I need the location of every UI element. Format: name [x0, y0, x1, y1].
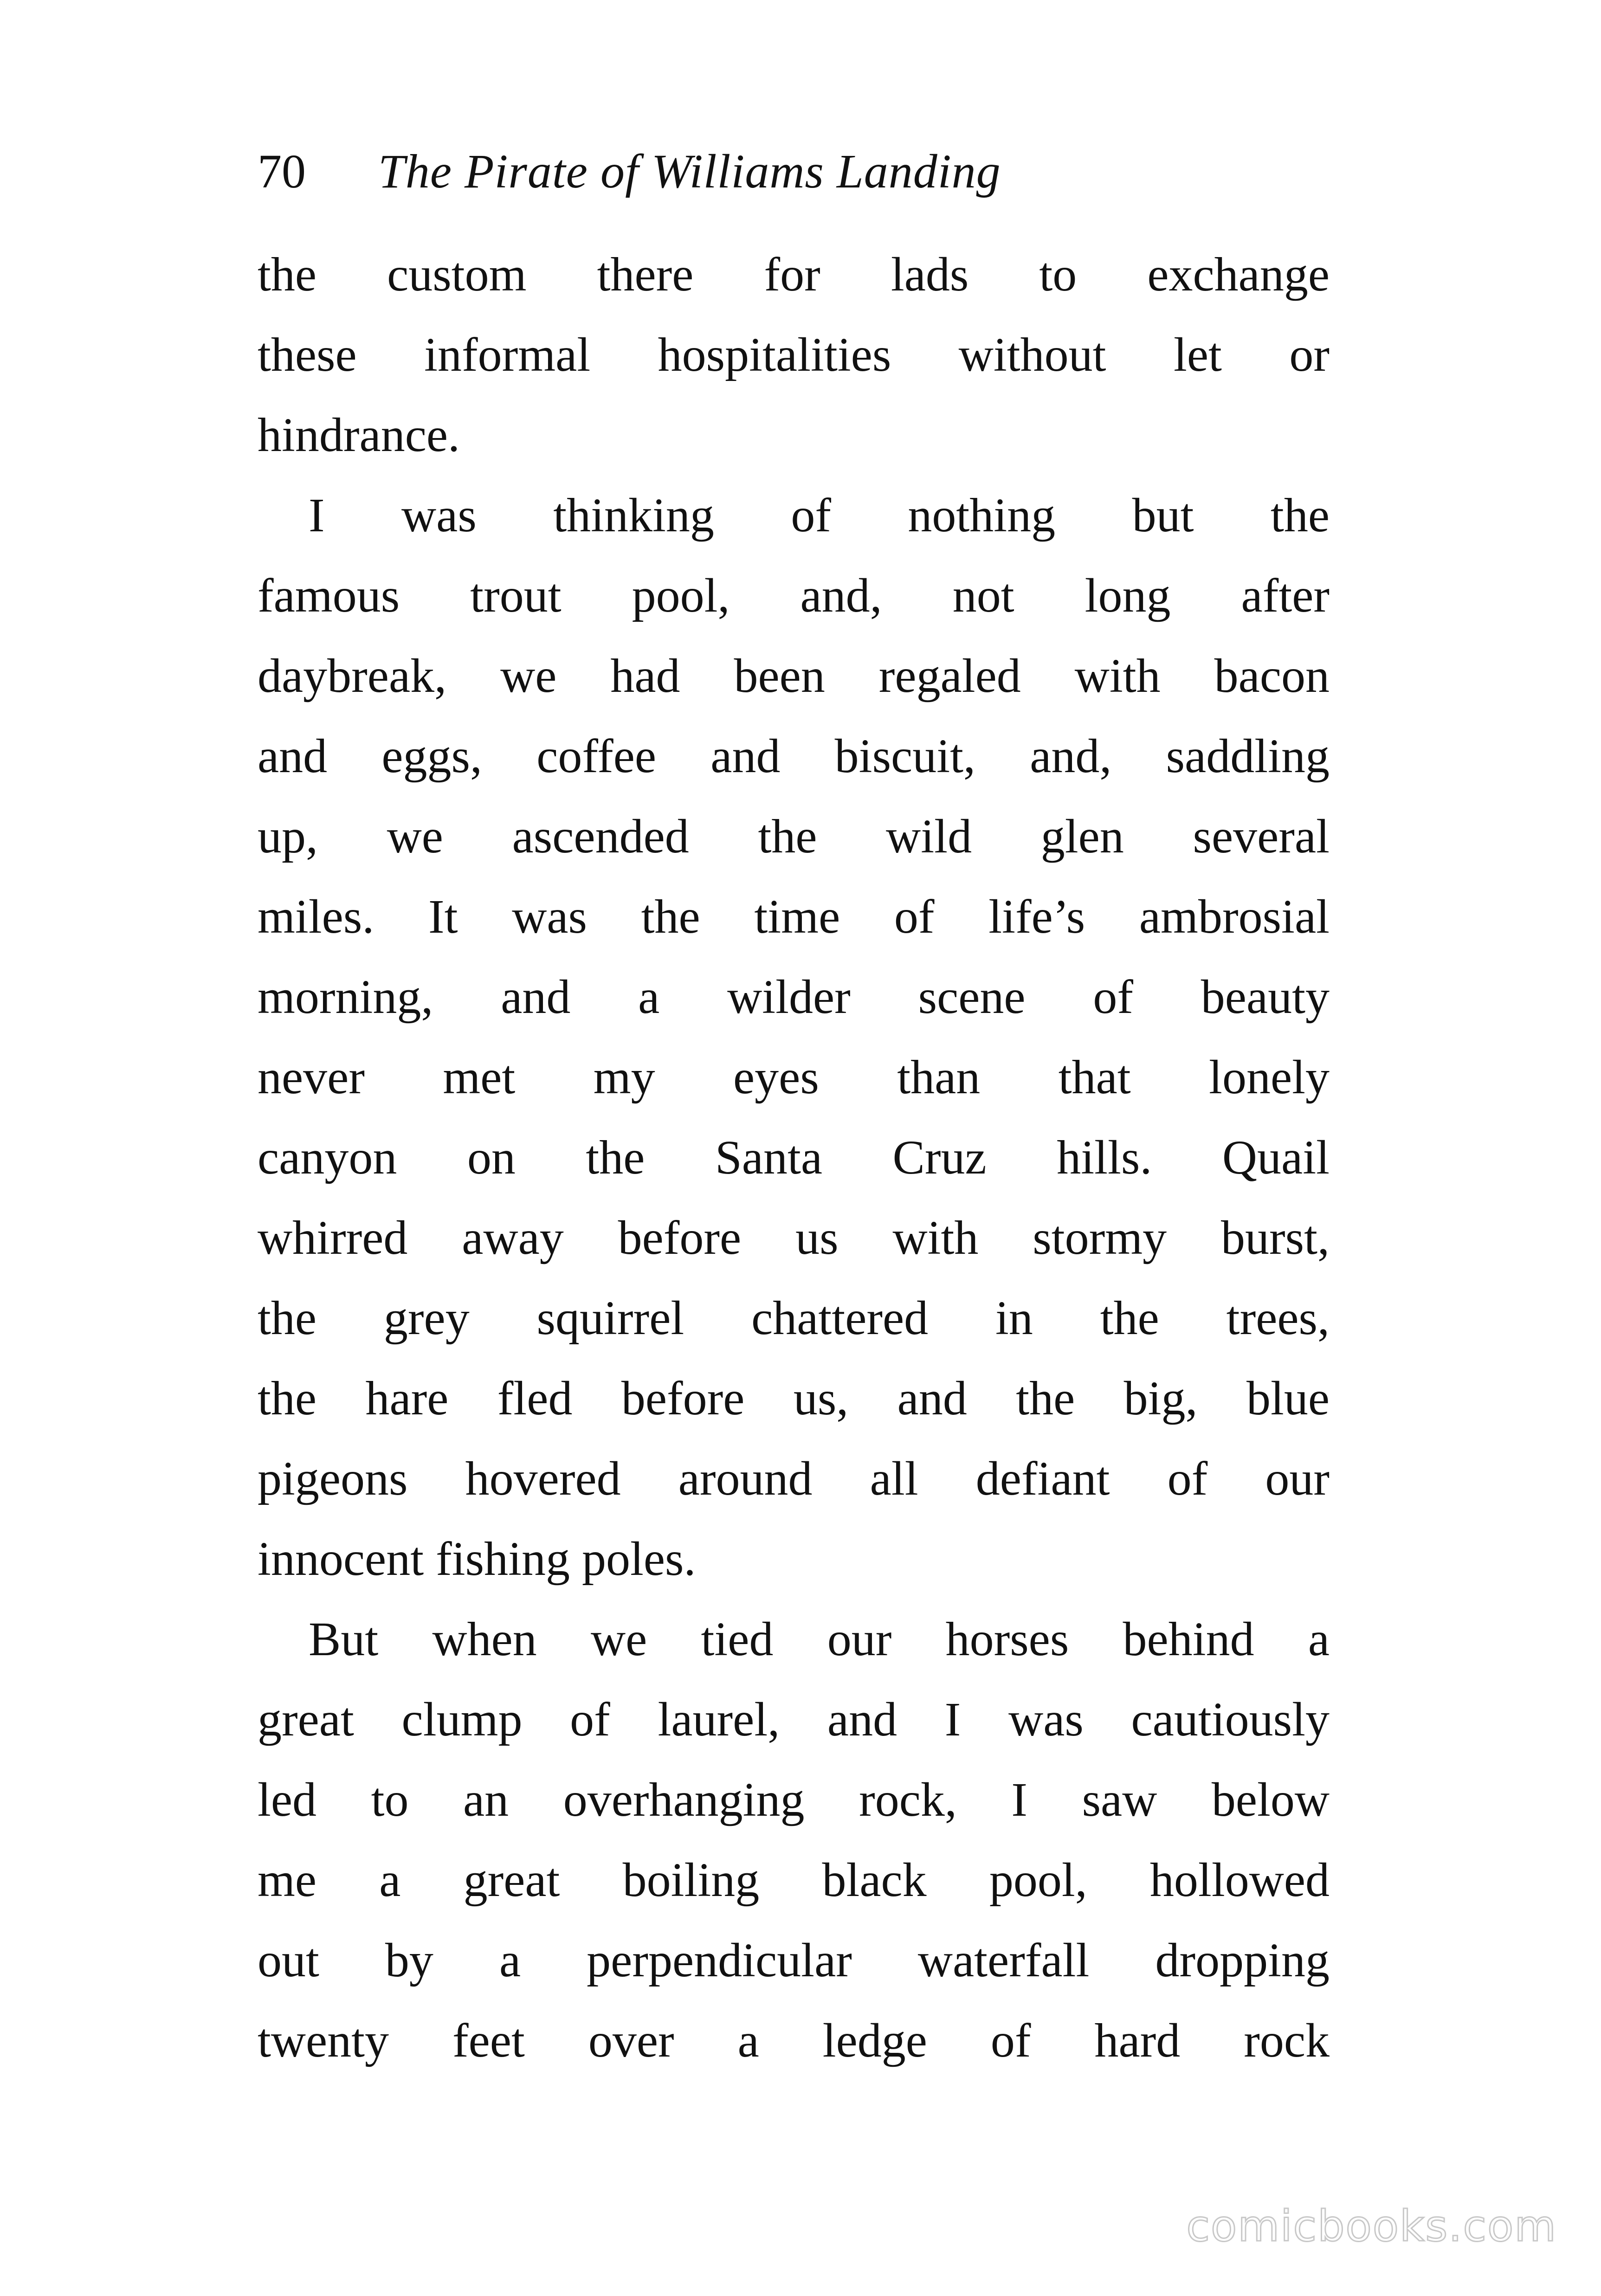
text-line: famous trout pool, and, not long after	[258, 569, 1330, 622]
page-header	[258, 137, 1325, 206]
text-line: canyon on the Santa Cruz hills. Quail	[258, 1131, 1330, 1184]
text-line: I was thinking of nothing but the	[309, 489, 1330, 542]
text-line: But when we tied our horses behind a	[309, 1612, 1330, 1666]
text-line: miles. It was the time of life’s ambrosial	[258, 890, 1330, 943]
watermark: comicbooks.com	[1186, 2201, 1557, 2251]
text-line: the grey squirrel chattered in the trees,	[258, 1291, 1330, 1345]
text-line: pigeons hovered around all defiant of our	[258, 1452, 1330, 1505]
page-number: 70	[258, 145, 306, 198]
text-line: out by a perpendicular waterfall dropping	[258, 1934, 1330, 1987]
text-line: these informal hospitalities without let or	[258, 328, 1330, 381]
text-line: whirred away before us with stormy burst,	[258, 1211, 1330, 1264]
text-line: great clump of laurel, and I was cautiously	[258, 1693, 1330, 1746]
text-line: twenty feet over a ledge of hard rock	[258, 2014, 1330, 2067]
text-line: and eggs, coffee and biscuit, and, saddling	[258, 729, 1330, 783]
text-line: up, we ascended the wild glen several	[258, 810, 1330, 863]
text-line: daybreak, we had been regaled with bacon	[258, 649, 1330, 703]
text-line: led to an overhanging rock, I saw below	[258, 1773, 1330, 1826]
text-line: never met my eyes than that lonely	[258, 1051, 1330, 1104]
text-line: innocent fishing poles.	[258, 1532, 696, 1586]
text-line: the custom there for lads to exchange	[258, 248, 1330, 301]
body-text	[258, 234, 1330, 2081]
text-line: morning, and a wilder scene of beauty	[258, 970, 1330, 1024]
text-line: the hare fled before us, and the big, blue	[258, 1372, 1330, 1425]
running-title: The Pirate of Williams Landing	[378, 145, 1001, 198]
text-line: hindrance.	[258, 408, 460, 462]
text-line: me a great boiling black pool, hollowed	[258, 1853, 1330, 1907]
